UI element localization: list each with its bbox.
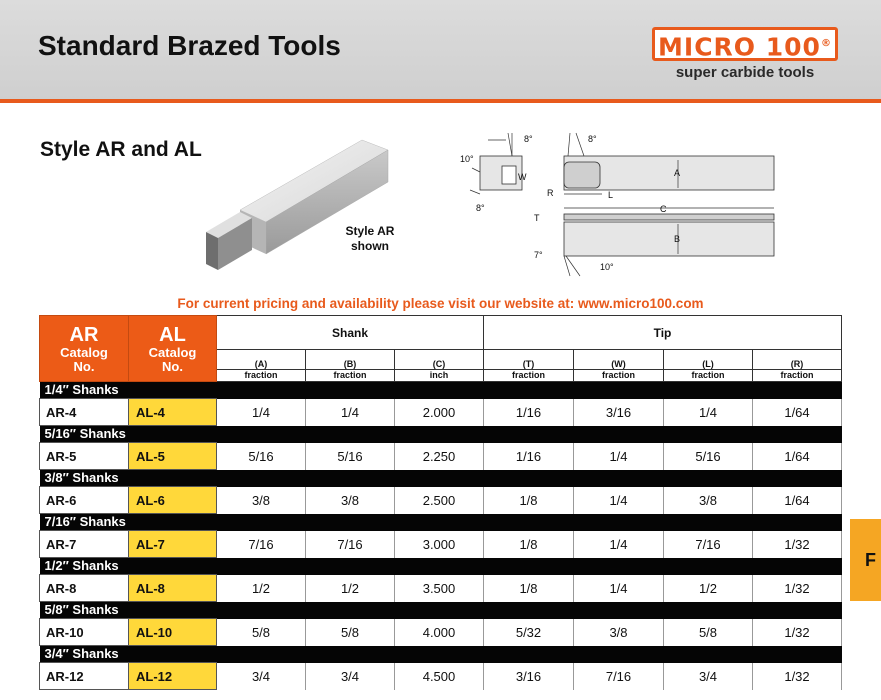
table-cell: 3.500	[395, 575, 484, 602]
angle-label-8-top-left: 8°	[524, 134, 533, 144]
table-cell: 7/16	[664, 531, 753, 558]
shank-size-row: 3/8″ Shanks	[40, 470, 842, 487]
table-cell: 1/4	[664, 399, 753, 426]
table-cell: 5/16	[217, 443, 306, 470]
shank-size-row: 1/2″ Shanks	[40, 558, 842, 575]
tool-dimension-diagram	[452, 128, 782, 278]
column-letter-header: (C)	[395, 350, 484, 370]
al-catalog-number: AL-4	[129, 399, 217, 426]
al-catalog-number: AL-8	[129, 575, 217, 602]
table-cell: 1/8	[484, 487, 574, 514]
ar-catalog-number: AR-12	[40, 663, 129, 690]
tool-illustration	[192, 132, 412, 277]
table-row	[40, 663, 842, 690]
dimension-label-a: A	[674, 168, 681, 178]
table-cell: 1/2	[217, 575, 306, 602]
column-letter-header: (B)	[306, 350, 395, 370]
al-catalog-number: AL-5	[129, 443, 217, 470]
table-cell: 3.000	[395, 531, 484, 558]
al-catalog-number: AL-6	[129, 487, 217, 514]
dimension-label-c: C	[660, 204, 667, 214]
image-caption	[335, 224, 405, 254]
al-header-line2: No.	[162, 358, 183, 374]
table-row	[40, 575, 842, 602]
tip-group-header: Tip	[484, 316, 842, 350]
table-cell: 1/16	[484, 399, 574, 426]
al-catalog-header	[129, 316, 217, 382]
table-cell: 1/2	[664, 575, 753, 602]
image-caption-line1: Style AR	[345, 224, 395, 238]
shank-group-header: Shank	[217, 316, 484, 350]
dimension-label-b: B	[674, 234, 681, 244]
ar-header-title: AR	[69, 323, 99, 346]
table-row	[40, 487, 842, 514]
table-cell: 3/4	[664, 663, 753, 690]
table-cell: 1/4	[574, 487, 664, 514]
table-cell: 7/16	[574, 663, 664, 690]
spec-table	[39, 315, 842, 690]
table-cell: 2.500	[395, 487, 484, 514]
ar-catalog-number: AR-5	[40, 443, 129, 470]
dimension-label-w: W	[518, 172, 527, 182]
website-notice: For current pricing and availability please visit our website at: www.micro100.com	[177, 296, 704, 311]
table-cell: 3/4	[306, 663, 395, 690]
ar-header-line1: Catalog	[60, 344, 108, 360]
logo-text: MICRO 100	[658, 32, 821, 62]
table-cell: 3/8	[306, 487, 395, 514]
column-unit-header: fraction	[574, 370, 664, 382]
al-catalog-number: AL-12	[129, 663, 217, 690]
logo-tagline: super carbide tools	[675, 64, 815, 81]
ar-catalog-header	[40, 316, 129, 382]
table-cell: 3/4	[217, 663, 306, 690]
table-cell: 3/8	[574, 619, 664, 646]
table-cell: 1/4	[217, 399, 306, 426]
column-letter-header: (R)	[753, 350, 842, 370]
angle-label-10-left: 10°	[460, 154, 474, 164]
table-cell: 1/64	[753, 443, 842, 470]
table-row	[40, 531, 842, 558]
table-cell: 5/8	[664, 619, 753, 646]
table-cell: 1/2	[306, 575, 395, 602]
brand-logo	[652, 27, 838, 61]
angle-label-8-bottom-left: 8°	[476, 203, 485, 213]
page-header	[0, 0, 881, 103]
shank-size-row: 7/16″ Shanks	[40, 514, 842, 531]
shank-size-row: 5/8″ Shanks	[40, 602, 842, 619]
page-title: Standard Brazed Tools	[38, 30, 341, 61]
table-cell: 3/16	[574, 399, 664, 426]
dimension-label-t: T	[534, 213, 540, 223]
ar-catalog-number: AR-6	[40, 487, 129, 514]
table-cell: 1/16	[484, 443, 574, 470]
column-letter-header: (A)	[217, 350, 306, 370]
column-unit-header: inch	[395, 370, 484, 382]
dimension-label-r: R	[547, 188, 554, 198]
column-unit-header: fraction	[484, 370, 574, 382]
table-cell: 7/16	[217, 531, 306, 558]
shank-size-row: 3/4″ Shanks	[40, 646, 842, 663]
table-cell: 4.500	[395, 663, 484, 690]
table-cell: 3/8	[217, 487, 306, 514]
image-caption-line2: shown	[351, 239, 389, 253]
column-unit-header: fraction	[306, 370, 395, 382]
al-header-line1: Catalog	[148, 344, 197, 360]
table-cell: 5/8	[217, 619, 306, 646]
table-cell: 1/4	[306, 399, 395, 426]
table-cell: 1/64	[753, 399, 842, 426]
table-cell: 5/16	[306, 443, 395, 470]
al-catalog-number: AL-10	[129, 619, 217, 646]
table-cell: 2.000	[395, 399, 484, 426]
table-cell: 7/16	[306, 531, 395, 558]
table-cell: 5/16	[664, 443, 753, 470]
column-letter-header: (W)	[574, 350, 664, 370]
al-catalog-number: AL-7	[129, 531, 217, 558]
table-cell: 3/8	[664, 487, 753, 514]
ar-header-line2: No.	[73, 358, 95, 374]
table-cell: 3/16	[484, 663, 574, 690]
column-unit-header: fraction	[217, 370, 306, 382]
ar-catalog-number: AR-8	[40, 575, 129, 602]
al-header-title: AL	[159, 323, 186, 346]
table-cell: 1/4	[574, 531, 664, 558]
angle-label-8-top-right: 8°	[588, 134, 597, 144]
shank-size-row: 5/16″ Shanks	[40, 426, 842, 443]
table-cell: 1/32	[753, 531, 842, 558]
ar-catalog-number: AR-4	[40, 399, 129, 426]
table-row	[40, 619, 842, 646]
table-cell: 5/32	[484, 619, 574, 646]
column-unit-header: fraction	[664, 370, 753, 382]
table-cell: 1/32	[753, 575, 842, 602]
table-cell: 2.250	[395, 443, 484, 470]
column-letter-header: (L)	[664, 350, 753, 370]
table-cell: 1/8	[484, 531, 574, 558]
table-cell: 1/64	[753, 487, 842, 514]
section-heading: Style AR and AL	[40, 138, 202, 161]
column-letter-header: (T)	[484, 350, 574, 370]
table-cell: 1/4	[574, 575, 664, 602]
table-cell: 1/4	[574, 443, 664, 470]
table-cell: 1/32	[753, 619, 842, 646]
angle-label-10-bottom: 10°	[600, 262, 614, 272]
table-row	[40, 399, 842, 426]
ar-catalog-number: AR-7	[40, 531, 129, 558]
table-cell: 5/8	[306, 619, 395, 646]
dimension-label-l: L	[608, 190, 614, 200]
section-tab-f[interactable]: F	[850, 519, 881, 601]
shank-size-row: 1/4″ Shanks	[40, 382, 842, 399]
angle-label-7: 7°	[534, 250, 543, 260]
table-cell: 4.000	[395, 619, 484, 646]
ar-catalog-number: AR-10	[40, 619, 129, 646]
table-row	[40, 443, 842, 470]
column-unit-header: fraction	[753, 370, 842, 382]
table-cell: 1/8	[484, 575, 574, 602]
logo-registered-mark: ®	[820, 38, 832, 49]
table-cell: 1/32	[753, 663, 842, 690]
